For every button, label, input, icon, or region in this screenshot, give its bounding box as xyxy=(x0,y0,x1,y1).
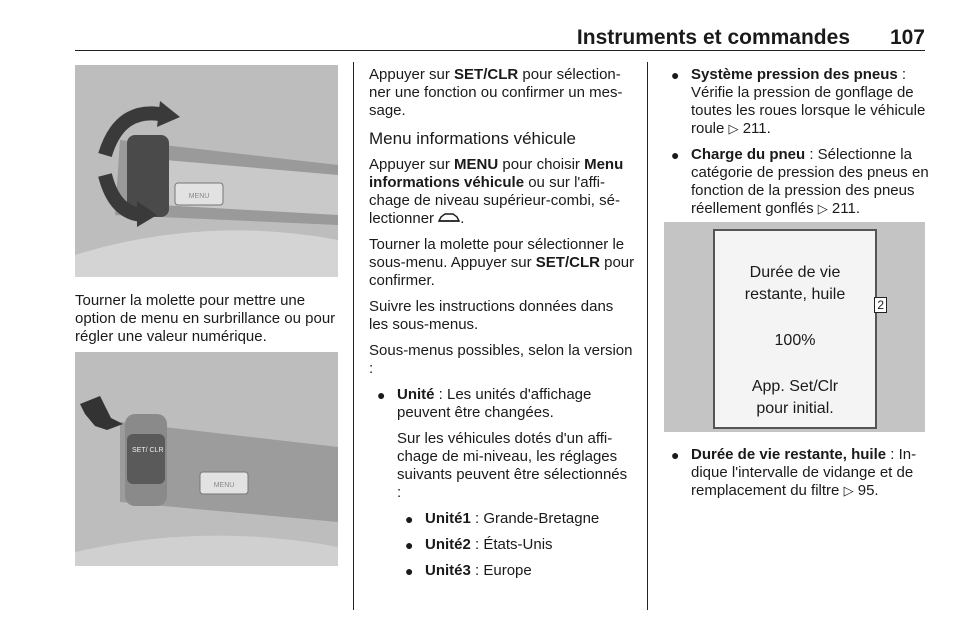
list-item-unit2: ● Unité2 : États-Unis xyxy=(405,536,553,553)
tire-list xyxy=(663,66,929,218)
bullet-icon: ● xyxy=(671,147,680,163)
submenu-list xyxy=(369,386,635,580)
menu-button-label-2: MENU xyxy=(213,482,235,489)
oil-list xyxy=(663,446,929,500)
paragraph-menu: Appuyer sur MENU pour choisir Menu informations véhicule ou sur l'affichage de niveau supérieur-combi, sélectionner . xyxy=(369,156,624,227)
column-divider-1 xyxy=(353,62,354,610)
bullet-icon: ● xyxy=(405,511,414,527)
reference-arrow-icon: ▷ xyxy=(843,483,854,498)
list-item-tire-pressure: ● Système pression des pneus : Vérifie la pression de gonflage de toutes les roues lorsque le véhicule roule ▷ 211. xyxy=(671,66,926,137)
reference-arrow-icon: ▷ xyxy=(728,121,739,136)
list-item-unit: ● Unité : Les unités d'affichage peuvent être changées. Sur les véhicules dotés d'un affichage de mi-niveau, les réglages suivants peuvent être sélectionnés : ● Unité1 : Grande-Bretagne ● Unité2 : États-Unis ● Unité3 : Europe xyxy=(369,386,635,580)
bullet-icon: ● xyxy=(377,387,386,403)
list-item-oil-life: ● Durée de vie restante, huile : Indique l'intervalle de vidange et de remplacement du filtre ▷ 95. xyxy=(671,446,917,499)
set-clr-label: SET/ CLR xyxy=(132,447,164,454)
column-2 xyxy=(369,66,635,588)
bullet-icon: ● xyxy=(671,447,680,463)
page-header xyxy=(75,24,925,50)
caption-text: Tourner la molette pour mettre une option de menu en surbrillance ou pour régler une valeur numérique. xyxy=(75,292,336,345)
paragraph-set-clr: Appuyer sur SET/CLR pour sélectionner une fonction ou confirmer un message. xyxy=(369,66,623,119)
car-icon xyxy=(438,212,460,223)
column-3 xyxy=(663,66,929,226)
paragraph-instructions: Suivre les instructions données dans les sous-menus. xyxy=(369,298,614,333)
page-number: 107 xyxy=(889,26,925,49)
menu-button-label: MENU xyxy=(188,193,210,200)
bullet-icon: ● xyxy=(405,537,414,553)
bullet-icon: ● xyxy=(671,67,680,83)
reference-arrow-icon: ▷ xyxy=(817,201,828,216)
column-3-bottom xyxy=(663,446,929,508)
paragraph-submenus: Sous-menus possibles, selon la version : xyxy=(369,342,633,377)
section-title: Instruments et commandes xyxy=(576,26,850,49)
unit-sublist xyxy=(397,510,635,580)
list-item-unit3: ● Unité3 : Europe xyxy=(405,562,532,579)
display-line-2: restante, huile xyxy=(744,286,846,303)
list-item-unit1: ● Unité1 : Grande-Bretagne xyxy=(405,510,600,527)
figure-caption xyxy=(75,292,341,354)
display-line-1: Durée de vie xyxy=(749,264,841,281)
list-item-tire-load: ● Charge du pneu : Sélectionne la catégorie de pression des pneus en fonction de la pression des pneus réellement gonflés ▷ 211. xyxy=(671,146,929,217)
figure-oil-life-display xyxy=(664,222,925,432)
section-heading: Menu informations véhicule xyxy=(369,129,576,148)
figure-set-clr-press xyxy=(75,352,338,566)
bullet-icon: ● xyxy=(405,563,414,579)
header-rule xyxy=(75,50,925,51)
display-line-3: App. Set/Clr xyxy=(751,378,839,395)
oil-life-display xyxy=(713,229,884,429)
display-badge: 2 xyxy=(874,297,887,313)
column-divider-2 xyxy=(647,62,648,610)
display-line-4: pour initial. xyxy=(756,400,834,417)
display-value: 100% xyxy=(774,332,816,349)
figure-thumbwheel-rotate xyxy=(75,65,338,277)
stalk-rotate-illustration xyxy=(75,65,338,277)
stalk-press-illustration xyxy=(75,352,338,566)
paragraph-wheel: Tourner la molette pour sélectionner le sous-menu. Appuyer sur SET/CLR pour confirmer. xyxy=(369,236,635,289)
